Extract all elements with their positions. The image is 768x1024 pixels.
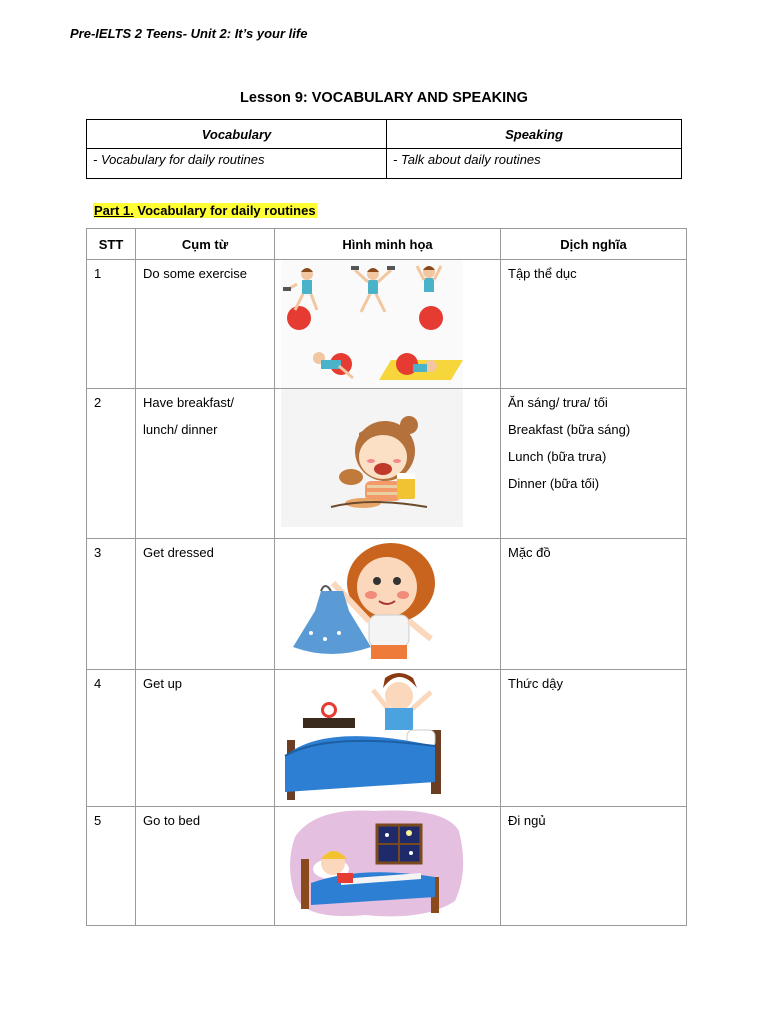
summary-header-speaking: Speaking — [387, 120, 682, 149]
table-row — [87, 539, 687, 670]
eating-illustration — [275, 389, 501, 539]
summary-table — [86, 119, 682, 179]
dressing-illustration — [275, 539, 501, 670]
row-number: 1 — [87, 260, 136, 389]
table-row — [87, 389, 687, 539]
column-header-illustration: Hình minh họa — [275, 229, 501, 260]
lesson-title: Lesson 9: VOCABULARY AND SPEAKING — [240, 90, 528, 106]
document-header: Pre-IELTS 2 Teens- Unit 2: It’s your life — [70, 26, 308, 41]
table-row — [87, 670, 687, 807]
sleeping-illustration — [275, 807, 501, 926]
row-number: 3 — [87, 539, 136, 670]
column-header-stt: STT — [87, 229, 136, 260]
column-header-phrase: Cụm từ — [136, 229, 275, 260]
summary-header-vocabulary: Vocabulary — [87, 120, 387, 149]
row-number: 2 — [87, 389, 136, 539]
column-header-meaning: Dịch nghĩa — [501, 229, 687, 260]
table-row — [87, 260, 687, 389]
exercise-illustration — [275, 260, 501, 389]
vocabulary-table — [86, 228, 687, 926]
row-meaning: Đi ngủ — [501, 807, 687, 926]
row-meaning: Tập thể dục — [501, 260, 687, 389]
part-heading: Vocabulary for daily routines — [133, 203, 316, 218]
row-phrase: Have breakfast/ lunch/ dinner — [136, 389, 275, 539]
row-number: 5 — [87, 807, 136, 926]
table-header-row — [87, 229, 687, 260]
waking-up-illustration — [275, 670, 501, 807]
summary-cell-speaking: - Talk about daily routines — [387, 149, 682, 179]
row-number: 4 — [87, 670, 136, 807]
row-meaning: Ăn sáng/ trưa/ tối Breakfast (bữa sáng) Lunch (bữa trưa) Dinner (bữa tối) — [501, 389, 687, 539]
part-title — [93, 203, 317, 218]
row-meaning: Thức dậy — [501, 670, 687, 807]
row-phrase: Get dressed — [136, 539, 275, 670]
table-row — [87, 807, 687, 926]
part-label: Part 1. — [94, 203, 134, 218]
row-phrase: Get up — [136, 670, 275, 807]
summary-cell-vocabulary: - Vocabulary for daily routines — [87, 149, 387, 179]
row-meaning: Mặc đồ — [501, 539, 687, 670]
row-phrase: Go to bed — [136, 807, 275, 926]
row-phrase: Do some exercise — [136, 260, 275, 389]
